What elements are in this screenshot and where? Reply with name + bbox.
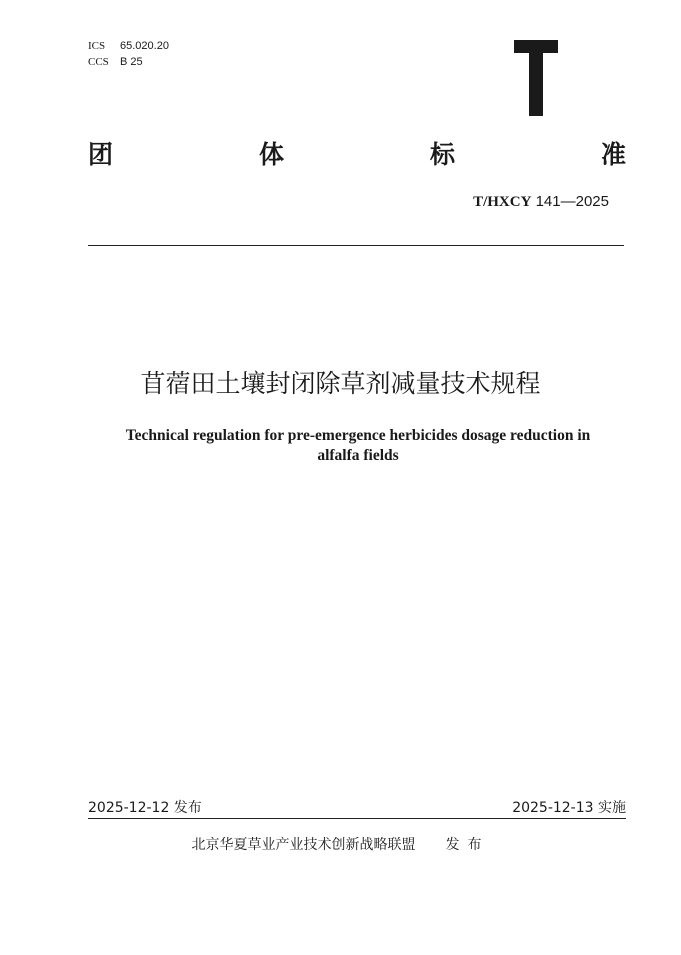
footer-divider (88, 818, 626, 819)
standard-type-heading (88, 138, 626, 172)
standard-number-value: 141—2025 (531, 193, 609, 210)
title-english (90, 426, 626, 466)
issuer-action: 发布 (445, 837, 490, 853)
standard-type-char: 体 (258, 140, 284, 169)
title-chinese: 苜蓿田土壤封闭除草剂减量技术规程 (140, 369, 541, 398)
ccs-value: B 25 (120, 56, 143, 68)
standard-type-char: 团 (88, 140, 114, 169)
implementation-date: 2025-12-13 实施 (512, 800, 626, 816)
header-divider (88, 245, 624, 246)
title-english-line1: Technical regulation for pre-emergence herbicides dosage reduction in (125, 427, 591, 444)
ics-value: 65.020.20 (120, 40, 169, 52)
issuer-line (0, 835, 681, 855)
ics-label: ICS (88, 40, 106, 52)
ics-code (88, 39, 169, 53)
title-english-line2: alfalfa fields (317, 447, 399, 464)
standard-type-char: 标 (429, 140, 455, 169)
standard-number (473, 191, 609, 212)
standard-type-char: 准 (600, 140, 626, 169)
issuer-name: 北京华夏草业产业技术创新战略联盟 (191, 837, 416, 853)
ccs-label: CCS (88, 56, 109, 68)
issue-date: 2025-12-12 发布 (88, 800, 202, 816)
standard-number-prefix: T/HXCY (473, 194, 532, 210)
standard-logo-t (510, 40, 562, 116)
ccs-code (88, 55, 143, 69)
